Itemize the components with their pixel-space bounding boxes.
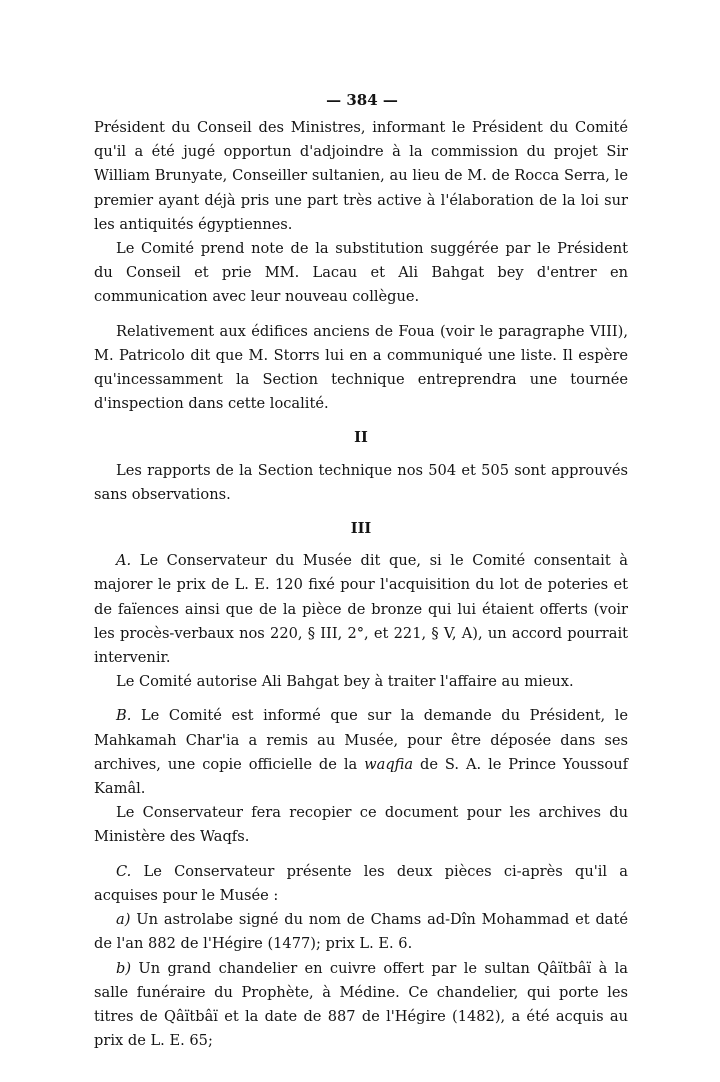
paragraph: Le Comité prend note de la substitution suggérée par le Président du Conseil et prie MM. Lacau et Ali Bahgat bey d'entrer en communication avec leur nouveau collègue. xyxy=(94,240,628,306)
item-label: B. xyxy=(116,707,132,725)
paragraph: Le Conservateur fera recopier ce document pour les archives du Ministère des Waqfs. xyxy=(94,804,628,846)
list-item-text: Un grand chandelier en cuivre offert par le sultan Qâïtbâï à la salle funéraire du Prophète, à Médine. Ce chandelier, qui porte les titres de Qâïtbâï et la date de 887 de l'Hégire (1482), a été acquis au prix de L. E. 65; xyxy=(94,959,628,1050)
paragraph-a xyxy=(94,549,628,670)
item-label: A. xyxy=(116,552,132,570)
paragraph-text: Le Comité est informé que sur la demande du Président, le Mahkamah Char'ia a remis au Musée, pour être déposée dans ses archives, une copie officielle de la xyxy=(94,707,628,773)
section-heading-iii: III xyxy=(350,520,372,538)
item-label: a) xyxy=(116,911,131,929)
paragraph-b xyxy=(94,704,628,801)
paragraph-text: Le Conservateur présente les deux pièces ci-après qu'il a acquises pour le Musée : xyxy=(94,862,628,904)
section-heading-ii: II xyxy=(354,429,368,447)
item-label: C. xyxy=(116,862,132,880)
item-label: b) xyxy=(116,959,132,977)
paragraph: Relativement aux édifices anciens de Foua (voir le paragraphe VIII), M. Patricolo dit que M. Storrs lui en a communiqué une liste. Il espère qu'incessamment la Section technique entreprendra une tournée d'inspection dans cette localité. xyxy=(94,322,628,413)
page-number: — 384 — xyxy=(326,91,398,109)
list-item-text: Un astrolabe signé du nom de Chams ad-Dîn Mohammad et daté de l'an 882 de l'Hégire (1477); prix L. E. 6. xyxy=(94,911,628,953)
list-item xyxy=(94,908,628,956)
paragraph: Le Comité autorise Ali Bahgat bey à traiter l'affaire au mieux. xyxy=(116,673,574,691)
list-item xyxy=(94,957,628,1054)
paragraph-text: de S. A. le Prince Youssouf Kamâl. xyxy=(94,755,629,798)
paragraph: Les rapports de la Section technique nos 504 et 505 sont approuvés sans observations. xyxy=(94,461,628,503)
paragraph: Président du Conseil des Ministres, informant le Président du Comité qu'il a été jugé opportun d'adjoindre à la commission du projet Sir William Brunyate, Conseiller sultanien, au lieu de M. de Rocca Serra, le premier ayant déjà pris une part très active à l'élaboration de la loi sur les antiquités égyptiennes. xyxy=(94,119,628,233)
paragraph-c xyxy=(94,860,628,908)
paragraph-text: Le Conservateur du Musée dit que, si le Comité consentait à majorer le prix de L. E. 120 fixé pour l'acquisition du lot de poteries et de faïences ainsi que de la pièce de bronze qui lui étaient offerts (voir les procès-verbaux nos 220, § III, 2°, et 221, § V, A), un accord pourrait intervenir. xyxy=(94,552,628,667)
waqfia-term: waqfia xyxy=(364,755,414,773)
document-page xyxy=(94,88,628,1053)
